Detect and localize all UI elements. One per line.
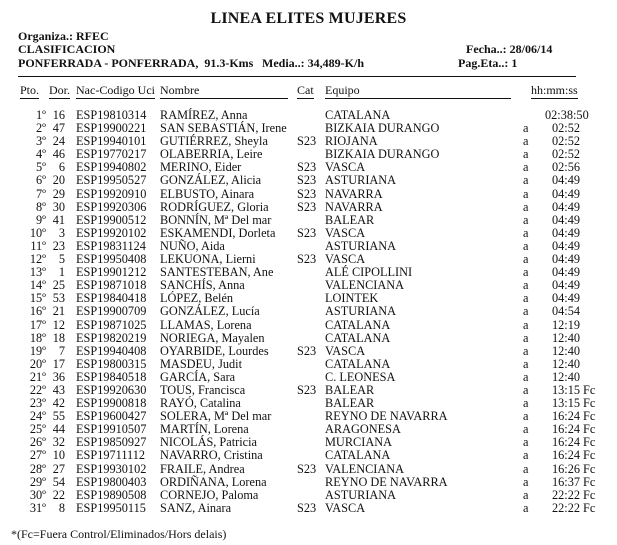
bib-number: 6 <box>58 160 65 175</box>
bib-number: 24 <box>52 134 65 149</box>
position: 25º <box>29 422 46 437</box>
rider-name: SAN SEBASTIÁN, Irene <box>160 121 287 136</box>
time-prefix: a <box>523 317 529 332</box>
organizer: Organiza.: RFEC <box>18 29 109 43</box>
bib-number: 18 <box>52 330 65 345</box>
uci-code: ESP19900818 <box>76 396 147 411</box>
time: 02:52 <box>551 147 580 162</box>
rider-name: GONZÁLEZ, Lucía <box>160 304 260 319</box>
rider-name: SANZ, Ainara <box>160 500 232 515</box>
uci-code: ESP19920102 <box>76 225 147 240</box>
uci-code: ESP19950527 <box>76 173 147 188</box>
team: REYNO DE NAVARRA <box>325 409 448 424</box>
uci-code: ESP19840518 <box>76 369 147 384</box>
time-prefix: a <box>523 278 529 293</box>
time-prefix: a <box>523 330 529 345</box>
bib-number: 47 <box>52 121 65 136</box>
time-flag: Fc <box>583 435 596 450</box>
time-prefix: a <box>523 500 529 515</box>
rider-name: CORNEJO, Paloma <box>160 487 259 502</box>
stage-page: Pag.Eta..: 1 <box>458 56 518 70</box>
time: 04:49 <box>551 238 580 253</box>
bib-number: 10 <box>52 448 65 463</box>
category: S23 <box>297 199 317 214</box>
team: VALENCIANA <box>325 278 405 293</box>
category: S23 <box>297 225 317 240</box>
col-header-dor: Dor. <box>49 83 70 97</box>
rider-name: GUTIÉRREZ, Sheyla <box>160 134 268 149</box>
date: Fecha..: 28/06/14 <box>466 42 553 56</box>
time: 04:49 <box>551 265 580 280</box>
rider-name: RODRÍGUEZ, Gloria <box>160 199 269 214</box>
time: 22:22 <box>551 487 580 502</box>
uci-code: ESP19950115 <box>76 500 146 515</box>
position: 10º <box>29 225 46 240</box>
position: 16º <box>29 304 46 319</box>
time-prefix: a <box>523 461 529 476</box>
bib-number: 36 <box>52 369 65 384</box>
bib-number: 27 <box>52 461 65 476</box>
position: 19º <box>29 343 46 358</box>
time: 16:24 <box>551 422 580 437</box>
average-speed: Media..: 34,489-K/h <box>262 56 364 70</box>
position: 31º <box>29 500 46 515</box>
footnote: *(Fc=Fuera Control/Eliminados/Hors delais) <box>11 527 227 541</box>
team: C. LEONESA <box>325 369 396 384</box>
category: S23 <box>297 134 317 149</box>
team: ASTURIANA <box>325 487 397 502</box>
bib-number: 3 <box>58 225 65 240</box>
time: 04:49 <box>551 199 580 214</box>
time-prefix: a <box>523 134 529 149</box>
bib-number: 20 <box>52 173 65 188</box>
time-flag: Fc <box>583 382 596 397</box>
position: 12º <box>29 252 46 267</box>
team: CATALANA <box>325 356 391 371</box>
time: 13:15 <box>551 396 580 411</box>
bib-number: 25 <box>52 278 65 293</box>
rider-name: RAYÓ, Catalina <box>160 396 241 411</box>
rider-name: LÓPEZ, Belén <box>160 291 234 306</box>
bib-number: 5 <box>58 252 65 267</box>
time-prefix: a <box>523 147 529 162</box>
time-prefix: a <box>523 199 529 214</box>
time: 12:40 <box>551 330 580 345</box>
uci-code: ESP19940802 <box>76 160 147 175</box>
team: BIZKAIA DURANGO <box>325 121 440 136</box>
team: BIZKAIA DURANGO <box>325 147 440 162</box>
position: 6º <box>36 173 46 188</box>
time: 16:24 <box>551 448 580 463</box>
time-flag: Fc <box>583 396 596 411</box>
bib-number: 16 <box>52 108 65 122</box>
uci-code: ESP19901212 <box>76 265 147 280</box>
rider-name: NUÑO, Aida <box>160 238 225 253</box>
position: 1º <box>36 108 46 122</box>
uci-code: ESP19920630 <box>76 382 147 397</box>
time-flag: Fc <box>583 487 596 502</box>
position: 2º <box>36 121 46 136</box>
team: VASCA <box>325 343 366 358</box>
position: 14º <box>29 278 46 293</box>
category: S23 <box>297 173 317 188</box>
uci-code: ESP19890508 <box>76 487 147 502</box>
bib-number: 53 <box>52 291 65 306</box>
time: 16:24 <box>551 409 580 424</box>
rider-name: FRAILE, Andrea <box>160 461 245 476</box>
team: VASCA <box>325 252 366 267</box>
team: VASCA <box>325 225 366 240</box>
rider-name: ORDIÑANA, Lorena <box>160 474 267 489</box>
rider-name: MARTÍN, Lorena <box>160 422 249 437</box>
time-prefix: a <box>523 487 529 502</box>
position: 30º <box>29 487 46 502</box>
table-row <box>0 463 617 476</box>
col-header-name: Nombre <box>160 84 288 99</box>
bib-number: 32 <box>52 435 65 450</box>
position: 17º <box>29 317 46 332</box>
time: 13:15 <box>551 382 580 397</box>
uci-code: ESP19770217 <box>76 147 147 162</box>
time: 04:49 <box>551 173 580 188</box>
team: ASTURIANA <box>325 173 397 188</box>
time-prefix: a <box>523 396 529 411</box>
position: 28º <box>29 461 46 476</box>
position: 13º <box>29 265 46 280</box>
bib-number: 30 <box>52 199 65 214</box>
team: ARAGONESA <box>325 422 401 437</box>
time-prefix: a <box>523 212 529 227</box>
category: S23 <box>297 382 317 397</box>
time: 04:49 <box>551 212 580 227</box>
position: 26º <box>29 435 46 450</box>
position: 11º <box>30 238 46 253</box>
uci-code: ESP19820219 <box>76 330 147 345</box>
rider-name: NORIEGA, Mayalen <box>160 330 265 345</box>
position: 22º <box>29 382 46 397</box>
time: 16:24 <box>551 435 580 450</box>
team: BALEAR <box>325 382 375 397</box>
table-row <box>0 214 617 227</box>
bib-number: 42 <box>52 396 65 411</box>
uci-code: ESP19920306 <box>76 199 147 214</box>
time-prefix: a <box>523 409 529 424</box>
team: NAVARRA <box>325 199 383 214</box>
time-prefix: a <box>523 448 529 463</box>
table-row <box>0 332 617 345</box>
team: RIOJANA <box>325 134 378 149</box>
position: 9º <box>36 212 46 227</box>
position: 29º <box>29 474 46 489</box>
time-flag: Fc <box>583 461 596 476</box>
team: BALEAR <box>325 396 375 411</box>
category: S23 <box>297 160 317 175</box>
uci-code: ESP19871025 <box>76 317 147 332</box>
time: 12:40 <box>551 343 580 358</box>
uci-code: ESP19831124 <box>76 238 146 253</box>
time-flag: Fc <box>583 409 596 424</box>
bib-number: 54 <box>52 474 65 489</box>
table-row <box>0 489 617 502</box>
time: 02:56 <box>551 160 580 175</box>
uci-code: ESP19840418 <box>76 291 147 306</box>
uci-code: ESP19900512 <box>76 212 147 227</box>
time-prefix: a <box>523 238 529 253</box>
uci-code: ESP19940408 <box>76 343 147 358</box>
time: 04:49 <box>551 278 580 293</box>
header-divider <box>18 76 576 77</box>
time-prefix: a <box>523 265 529 280</box>
rider-name: OYARBIDE, Lourdes <box>160 343 269 358</box>
time-prefix: a <box>523 343 529 358</box>
table-row <box>0 345 617 358</box>
rider-name: GARCÍA, Sara <box>160 369 236 384</box>
category: S23 <box>297 343 317 358</box>
time: 22:22 <box>551 500 580 515</box>
uci-code: ESP19850927 <box>76 435 147 450</box>
bib-number: 29 <box>52 186 65 201</box>
uci-code: ESP19940101 <box>76 134 147 149</box>
team: ALÉ CIPOLLINI <box>325 265 413 280</box>
bib-number: 1 <box>58 265 65 280</box>
team: CATALANA <box>325 317 391 332</box>
bib-number: 46 <box>52 147 65 162</box>
rider-name: BONNÍN, Mª Del mar <box>160 212 272 227</box>
position: 18º <box>29 330 46 345</box>
time-prefix: a <box>523 225 529 240</box>
bib-number: 8 <box>58 500 65 515</box>
team: VALENCIANA <box>325 461 405 476</box>
uci-code: ESP19800315 <box>76 356 147 371</box>
time-prefix: a <box>523 121 529 136</box>
rider-name: RAMÍREZ, Anna <box>160 108 248 122</box>
table-row <box>0 319 617 332</box>
classification-label: CLASIFICACION <box>18 42 116 56</box>
time-flag: Fc <box>583 422 596 437</box>
rider-name: OLABERRIA, Leire <box>160 147 263 162</box>
time: 04:54 <box>551 304 580 319</box>
rider-name: TOUS, Francisca <box>160 382 246 397</box>
time: 04:49 <box>551 186 580 201</box>
uci-code: ESP19871018 <box>76 278 147 293</box>
uci-code: ESP19900221 <box>76 121 147 136</box>
col-header-cat: Cat <box>297 83 314 97</box>
table-row <box>0 305 617 318</box>
uci-code: ESP19600427 <box>76 409 147 424</box>
position: 24º <box>29 409 46 424</box>
table-row <box>0 502 617 515</box>
team: BALEAR <box>325 212 375 227</box>
table-row <box>0 476 617 489</box>
category: S23 <box>297 500 317 515</box>
time: 04:49 <box>551 225 580 240</box>
route-distance: PONFERRADA - PONFERRADA, 91.3-Kms <box>18 56 254 70</box>
uci-code: ESP19800403 <box>76 474 147 489</box>
table-row <box>0 371 617 384</box>
team: MURCIANA <box>325 435 392 450</box>
time: 04:49 <box>551 252 580 267</box>
rider-name: NAVARRO, Cristina <box>160 448 263 463</box>
time-prefix: a <box>523 422 529 437</box>
time-prefix: a <box>523 252 529 267</box>
time-flag: Fc <box>583 448 596 463</box>
time-prefix: a <box>523 369 529 384</box>
team: VASCA <box>325 160 366 175</box>
position: 3º <box>36 134 46 149</box>
rider-name: MASDEU, Judit <box>160 356 242 371</box>
position: 15º <box>29 291 46 306</box>
table-row <box>0 358 617 371</box>
time-prefix: a <box>523 356 529 371</box>
team: REYNO DE NAVARRA <box>325 474 448 489</box>
team: CATALANA <box>325 330 391 345</box>
rider-name: ESKAMENDI, Dorleta <box>160 225 276 240</box>
col-header-team: Equipo <box>325 84 511 99</box>
time-prefix: a <box>523 160 529 175</box>
time: 02:38:50 <box>545 108 589 122</box>
rider-name: NICOLÁS, Patricia <box>160 435 257 450</box>
time: 12:19 <box>551 317 580 332</box>
table-row <box>0 188 617 201</box>
rider-name: SANCHÍS, Anna <box>160 278 245 293</box>
bib-number: 12 <box>52 317 65 332</box>
bib-number: 44 <box>52 422 65 437</box>
bib-number: 55 <box>52 409 65 424</box>
time-prefix: a <box>523 173 529 188</box>
time-prefix: a <box>523 474 529 489</box>
position: 21º <box>29 369 46 384</box>
bib-number: 22 <box>52 487 65 502</box>
team: ASTURIANA <box>325 238 397 253</box>
team: CATALANA <box>325 108 391 122</box>
time-flag: Fc <box>583 500 596 515</box>
rider-name: LLAMAS, Lorena <box>160 317 252 332</box>
time: 16:26 <box>551 461 580 476</box>
uci-code: ESP19910507 <box>76 422 147 437</box>
time: 16:37 <box>551 474 580 489</box>
rider-name: LEKUONA, Lierni <box>160 252 256 267</box>
bib-number: 23 <box>52 238 65 253</box>
team: CATALANA <box>325 448 391 463</box>
position: 5º <box>36 160 46 175</box>
table-row <box>0 449 617 462</box>
position: 8º <box>36 199 46 214</box>
position: 20º <box>29 356 46 371</box>
document-title: LINEA ELITES MUJERES <box>210 10 407 27</box>
time-prefix: a <box>523 304 529 319</box>
position: 7º <box>36 186 46 201</box>
team: VASCA <box>325 500 366 515</box>
time: 02:52 <box>551 134 580 149</box>
uci-code: ESP19920910 <box>76 186 147 201</box>
bib-number: 17 <box>52 356 65 371</box>
time-prefix: a <box>523 435 529 450</box>
uci-code: ESP19930102 <box>76 461 147 476</box>
time-prefix: a <box>523 291 529 306</box>
time: 02:52 <box>551 121 580 136</box>
uci-code: ESP19711112 <box>76 448 146 463</box>
time: 12:40 <box>551 369 580 384</box>
time-prefix: a <box>523 186 529 201</box>
time: 04:49 <box>551 291 580 306</box>
col-header-code: Nac-Codigo Uci <box>76 83 155 97</box>
category: S23 <box>297 186 317 201</box>
time: 12:40 <box>551 356 580 371</box>
uci-code: ESP19950408 <box>76 252 147 267</box>
rider-name: ELBUSTO, Ainara <box>160 186 255 201</box>
results-table <box>0 109 617 515</box>
col-header-time: hh:mm:ss <box>531 83 578 97</box>
position: 4º <box>36 147 46 162</box>
table-row <box>0 201 617 214</box>
rider-name: SANTESTEBAN, Ane <box>160 265 274 280</box>
col-header-pto: Pto. <box>20 83 40 97</box>
table-row <box>0 227 617 240</box>
category: S23 <box>297 461 317 476</box>
time-flag: Fc <box>583 474 596 489</box>
rider-name: SOLERA, Mª Del mar <box>160 409 272 424</box>
bib-number: 21 <box>52 304 65 319</box>
rider-name: MERINO, Eider <box>160 160 242 175</box>
team: LOINTEK <box>325 291 379 306</box>
time-prefix: a <box>523 382 529 397</box>
rider-name: GONZÁLEZ, Alicia <box>160 173 262 188</box>
category: S23 <box>297 252 317 267</box>
position: 23º <box>29 396 46 411</box>
uci-code: ESP19810314 <box>76 108 147 122</box>
team: ASTURIANA <box>325 304 397 319</box>
position: 27º <box>29 448 46 463</box>
bib-number: 41 <box>52 212 65 227</box>
table-row <box>0 174 617 187</box>
bib-number: 7 <box>58 343 65 358</box>
team: NAVARRA <box>325 186 383 201</box>
bib-number: 43 <box>52 382 65 397</box>
uci-code: ESP19900709 <box>76 304 147 319</box>
